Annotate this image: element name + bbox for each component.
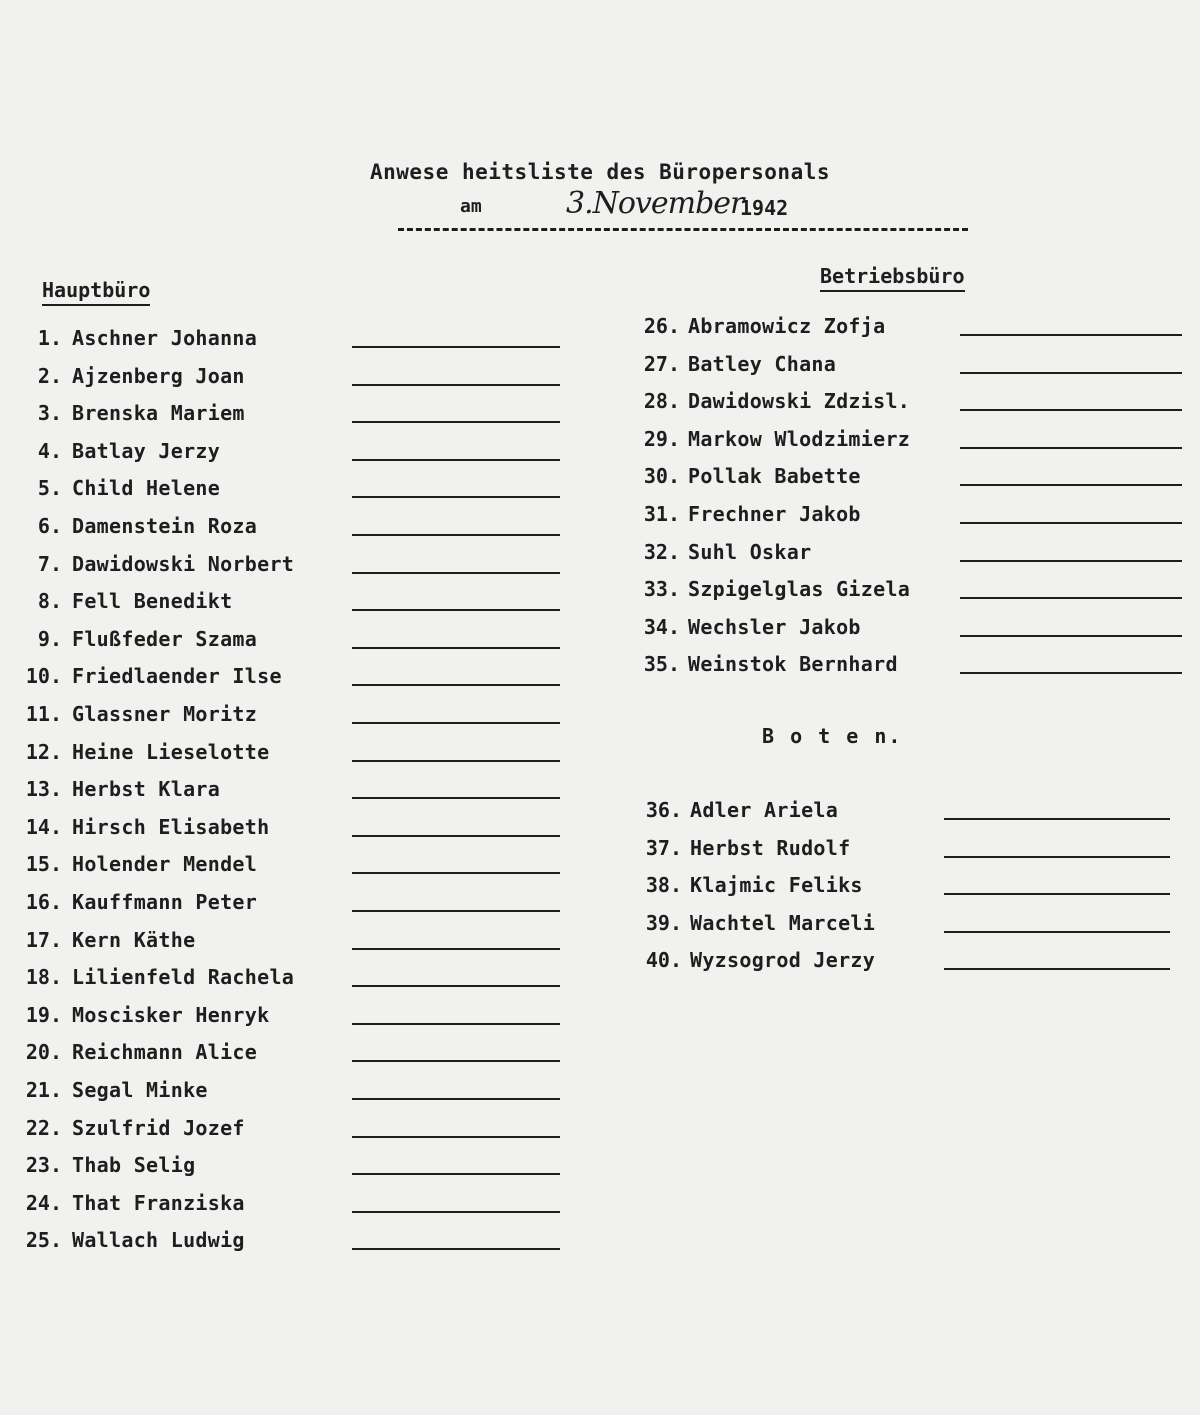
entry-name: Dawidowski Norbert bbox=[72, 551, 295, 576]
signature-line bbox=[352, 609, 560, 611]
section-heading-hauptbuero: Hauptbüro bbox=[42, 278, 150, 306]
list-item bbox=[0, 702, 1200, 732]
entry-number: 21. bbox=[25, 1078, 62, 1102]
signature-line bbox=[352, 647, 560, 649]
signature-line bbox=[352, 1098, 560, 1100]
entry-number: 31. bbox=[643, 502, 680, 526]
list-item bbox=[0, 464, 1200, 494]
entry-name: Abramowicz Zofja bbox=[688, 314, 886, 338]
entry-name: Flußfeder Szama bbox=[72, 626, 258, 651]
entry-number: 40. bbox=[645, 948, 682, 973]
signature-line bbox=[352, 985, 560, 987]
entry-name: That Franziska bbox=[72, 1190, 245, 1215]
entry-number: 24. bbox=[25, 1190, 62, 1215]
signature-line bbox=[352, 760, 560, 762]
entry-name: Moscisker Henryk bbox=[72, 1002, 270, 1027]
list-item bbox=[0, 1153, 1200, 1183]
list-item bbox=[0, 1116, 1200, 1146]
handwritten-date: 3.November bbox=[566, 186, 744, 221]
entry-name: Aschner Johanna bbox=[72, 326, 258, 350]
entry-name: Herbst Rudolf bbox=[690, 835, 851, 860]
signature-line bbox=[352, 1173, 560, 1175]
signature-line bbox=[352, 1136, 560, 1138]
list-item bbox=[0, 1228, 1200, 1258]
signature-line bbox=[352, 1248, 560, 1250]
entry-name: Wyzsogrod Jerzy bbox=[690, 948, 876, 973]
signature-line bbox=[352, 534, 560, 536]
list-item bbox=[0, 577, 1200, 607]
signature-line bbox=[960, 447, 1182, 449]
entry-number: 19. bbox=[25, 1002, 62, 1027]
entry-number: 15. bbox=[25, 852, 62, 877]
entry-number: 23. bbox=[25, 1153, 62, 1178]
entry-number: 25. bbox=[25, 1228, 62, 1253]
signature-line bbox=[352, 384, 560, 386]
entry-number: 13. bbox=[25, 777, 62, 802]
entry-number: 7. bbox=[37, 551, 62, 576]
entry-name: Szulfrid Jozef bbox=[72, 1115, 245, 1140]
entry-name: Hirsch Elisabeth bbox=[72, 814, 270, 839]
list-item bbox=[0, 427, 1200, 457]
entry-number: 12. bbox=[25, 739, 62, 764]
list-item bbox=[0, 911, 1200, 941]
entry-number: 10. bbox=[25, 664, 62, 689]
entry-name: Batlay Jerzy bbox=[72, 438, 221, 463]
signature-line bbox=[944, 893, 1170, 895]
entry-number: 18. bbox=[25, 965, 62, 990]
list-item bbox=[0, 615, 1200, 645]
signature-line bbox=[352, 684, 560, 686]
entry-name: Lilienfeld Rachela bbox=[72, 965, 295, 990]
entry-number: 5. bbox=[37, 476, 62, 501]
entry-number: 34. bbox=[643, 614, 680, 639]
entry-name: Szpigelglas Gizela bbox=[688, 577, 911, 602]
entry-name: Markow Wlodzimierz bbox=[688, 426, 911, 451]
list-item bbox=[0, 314, 1200, 344]
entry-number: 30. bbox=[643, 464, 680, 489]
signature-line bbox=[352, 459, 560, 461]
list-item bbox=[0, 873, 1200, 903]
signature-line bbox=[944, 968, 1170, 970]
signature-line bbox=[960, 334, 1182, 336]
entry-number: 27. bbox=[643, 351, 680, 376]
entry-number: 9. bbox=[37, 626, 62, 651]
entry-number: 14. bbox=[25, 814, 62, 839]
entry-name: Holender Mendel bbox=[72, 852, 258, 877]
signature-line bbox=[960, 560, 1182, 562]
signature-line bbox=[352, 421, 560, 423]
entry-name: Wallach Ludwig bbox=[72, 1228, 245, 1253]
entry-name: Weinstok Bernhard bbox=[688, 652, 898, 677]
entry-name: Wachtel Marceli bbox=[690, 910, 876, 935]
list-item bbox=[0, 502, 1200, 532]
entry-number: 1. bbox=[37, 326, 62, 350]
entry-name: Fell Benedikt bbox=[72, 589, 233, 614]
section-heading-betriebsbuero: Betriebsbüro bbox=[820, 264, 965, 292]
entry-number: 8. bbox=[37, 589, 62, 614]
signature-line bbox=[960, 635, 1182, 637]
entry-name: Segal Minke bbox=[72, 1078, 208, 1102]
entry-name: Dawidowski Zdzisl. bbox=[688, 389, 911, 414]
list-item bbox=[0, 652, 1200, 682]
signature-line bbox=[352, 1060, 560, 1062]
entry-number: 22. bbox=[25, 1115, 62, 1140]
entry-number: 2. bbox=[37, 363, 62, 388]
entry-name: Herbst Klara bbox=[72, 777, 221, 802]
entry-number: 33. bbox=[643, 577, 680, 602]
entry-number: 4. bbox=[37, 438, 62, 463]
entry-name: Adler Ariela bbox=[690, 798, 839, 822]
signature-line bbox=[352, 346, 560, 348]
date-year: 1942 bbox=[740, 196, 789, 220]
entry-name: Suhl Oskar bbox=[688, 539, 812, 564]
entry-name: Wechsler Jakob bbox=[688, 614, 861, 639]
entry-name: Frechner Jakob bbox=[688, 502, 861, 526]
entry-name: Brenska Mariem bbox=[72, 401, 245, 426]
entry-name: Kern Käthe bbox=[72, 927, 196, 952]
entry-number: 16. bbox=[25, 890, 62, 914]
entry-name: Damenstein Roza bbox=[72, 514, 258, 538]
entry-name: Kauffmann Peter bbox=[72, 890, 258, 914]
signature-line bbox=[960, 372, 1182, 374]
entry-number: 3. bbox=[37, 401, 62, 426]
entry-name: Pollak Babette bbox=[688, 464, 861, 489]
entry-number: 29. bbox=[643, 426, 680, 451]
signature-line bbox=[960, 522, 1182, 524]
entry-number: 20. bbox=[25, 1040, 62, 1065]
entry-number: 6. bbox=[37, 514, 62, 538]
entry-number: 39. bbox=[645, 910, 682, 935]
entry-name: Glassner Moritz bbox=[72, 702, 258, 726]
document-title: Anwese heitsliste des Büropersonals bbox=[369, 160, 830, 184]
entry-name: Reichmann Alice bbox=[72, 1040, 258, 1065]
entry-number: 17. bbox=[25, 927, 62, 952]
entry-name: Heine Lieselotte bbox=[72, 739, 270, 764]
entry-name: Klajmic Feliks bbox=[690, 873, 863, 898]
signature-line bbox=[960, 672, 1182, 674]
signature-line bbox=[944, 856, 1170, 858]
signature-line bbox=[960, 484, 1182, 486]
signature-line bbox=[352, 722, 560, 724]
entry-name: Thab Selig bbox=[72, 1153, 196, 1178]
entry-number: 26. bbox=[643, 314, 680, 338]
signature-line bbox=[352, 1211, 560, 1213]
list-item bbox=[0, 798, 1200, 828]
entry-number: 28. bbox=[643, 389, 680, 414]
entry-name: Ajzenberg Joan bbox=[72, 363, 245, 388]
entry-name: Friedlaender Ilse bbox=[72, 664, 282, 689]
entry-name: Batley Chana bbox=[688, 351, 837, 376]
list-item bbox=[0, 1003, 1200, 1033]
list-item bbox=[0, 1191, 1200, 1221]
list-item bbox=[0, 389, 1200, 419]
section-heading-boten: B o t e n. bbox=[762, 724, 903, 748]
signature-line bbox=[960, 597, 1182, 599]
signature-line bbox=[352, 1023, 560, 1025]
list-item bbox=[0, 948, 1200, 978]
entry-number: 37. bbox=[645, 835, 682, 860]
entry-number: 11. bbox=[25, 702, 62, 726]
date-prefix: am bbox=[460, 196, 482, 217]
list-item bbox=[0, 352, 1200, 382]
date-line bbox=[398, 186, 968, 231]
signature-line bbox=[352, 572, 560, 574]
signature-line bbox=[352, 496, 560, 498]
signature-line bbox=[960, 409, 1182, 411]
list-item bbox=[0, 1040, 1200, 1070]
list-item bbox=[0, 740, 1200, 770]
list-item bbox=[0, 836, 1200, 866]
entry-number: 32. bbox=[643, 539, 680, 564]
entry-number: 36. bbox=[645, 798, 682, 822]
entry-number: 35. bbox=[643, 652, 680, 677]
entry-number: 38. bbox=[645, 873, 682, 898]
list-item bbox=[0, 540, 1200, 570]
signature-line bbox=[944, 931, 1170, 933]
signature-line bbox=[944, 818, 1170, 820]
list-item bbox=[0, 1078, 1200, 1108]
entry-name: Child Helene bbox=[72, 476, 221, 501]
